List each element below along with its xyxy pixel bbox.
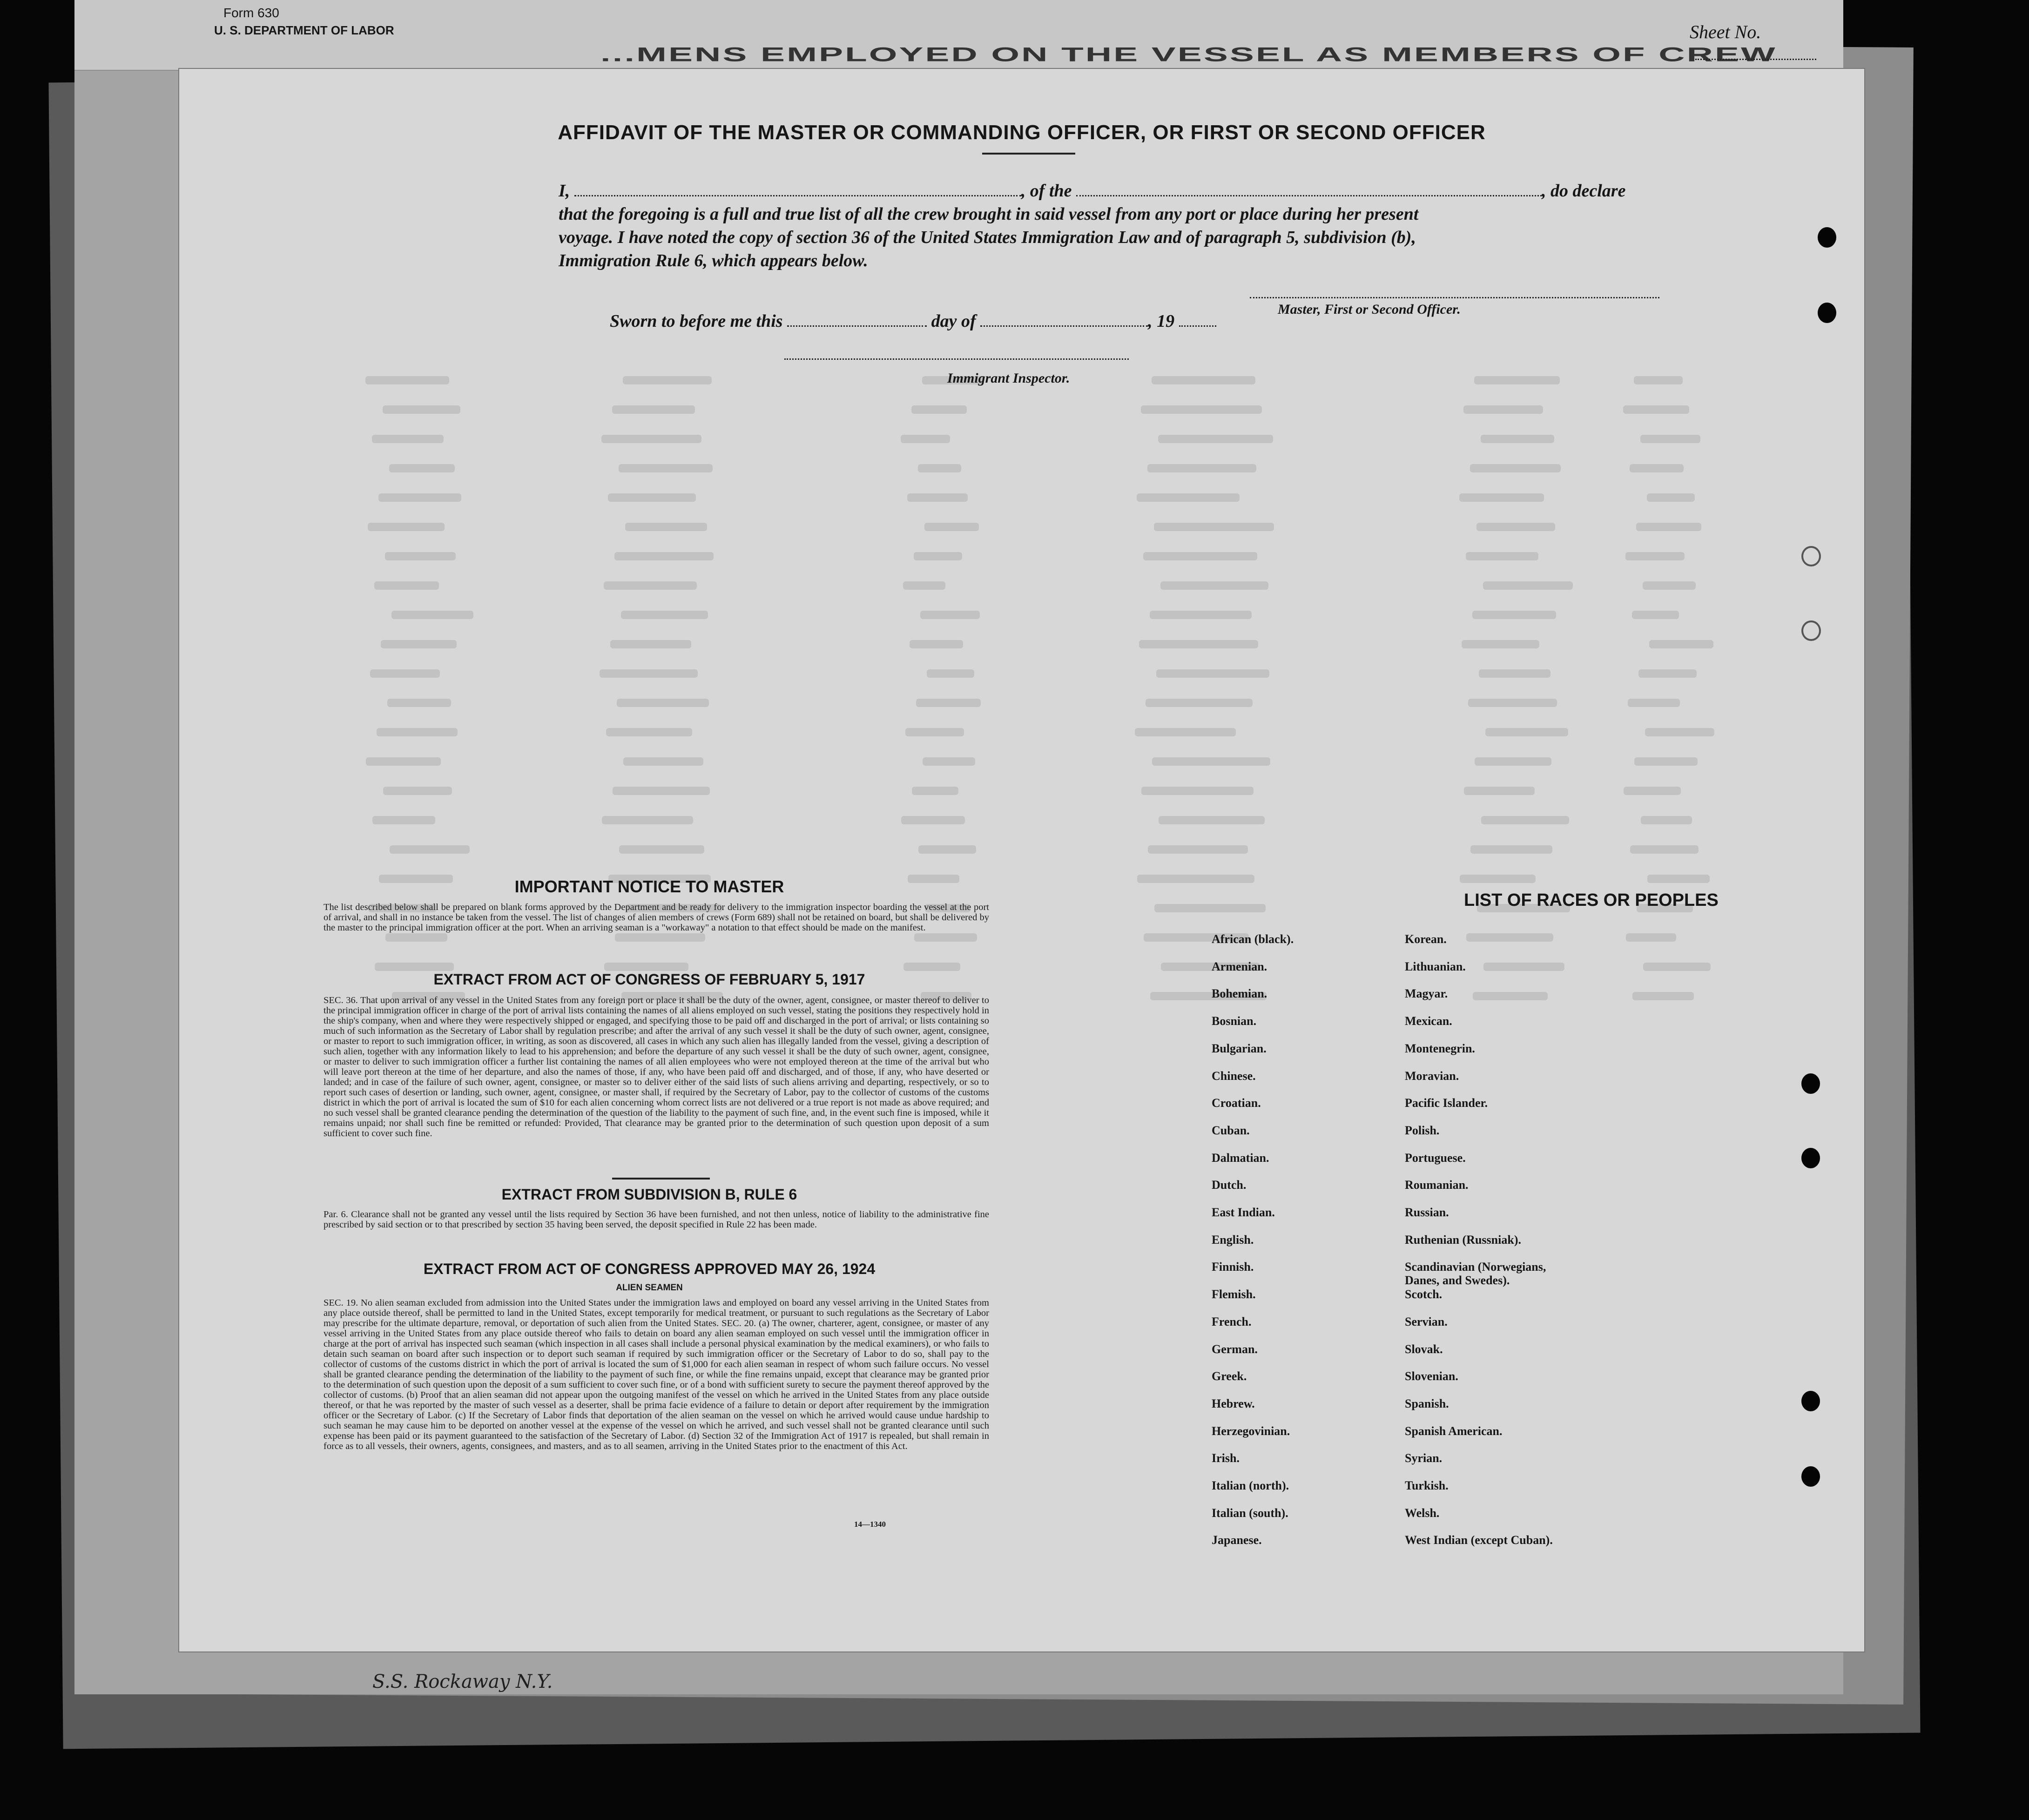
- bleed-through-mark: [1152, 757, 1270, 766]
- bleed-through-mark: [1160, 581, 1268, 590]
- i-label: I,: [559, 181, 570, 201]
- race-item: Mexican.: [1405, 1014, 1452, 1028]
- race-item: Chinese.: [1212, 1069, 1256, 1083]
- bleed-through-mark: [1630, 845, 1699, 854]
- bleed-through-mark: [1158, 435, 1273, 443]
- punch-hole: [1801, 1391, 1820, 1411]
- bleed-through-mark: [1470, 464, 1561, 472]
- bleed-through-mark: [1472, 611, 1556, 619]
- bleed-through-mark: [1632, 611, 1679, 619]
- race-item: Finnish.: [1212, 1260, 1254, 1274]
- bleed-through-mark: [910, 640, 963, 648]
- bleed-through-mark: [1645, 728, 1714, 736]
- race-item: Slovenian.: [1405, 1369, 1458, 1383]
- year-label: , 19: [1148, 311, 1175, 331]
- bleed-through-mark: [918, 464, 961, 472]
- bleed-through-mark: [1137, 493, 1240, 502]
- bleed-through-mark: [1146, 699, 1253, 707]
- underlying-form-header: [74, 0, 1843, 71]
- race-item: Bulgarian.: [1212, 1041, 1267, 1055]
- bleed-through-mark: [903, 581, 945, 590]
- race-item: Herzegovinian.: [1212, 1424, 1290, 1438]
- race-item: Hebrew.: [1212, 1396, 1255, 1410]
- race-item: Italian (south).: [1212, 1506, 1288, 1520]
- bleed-through-mark: [604, 581, 697, 590]
- bleed-through-mark: [606, 728, 692, 736]
- race-item: Roumanian.: [1405, 1178, 1469, 1192]
- race-item: Russian.: [1405, 1206, 1449, 1219]
- bleed-through-mark: [623, 376, 712, 384]
- bleed-through-mark: [366, 757, 441, 766]
- race-item: Polish.: [1405, 1123, 1440, 1137]
- bleed-through-mark: [901, 435, 950, 443]
- bleed-through-mark: [1141, 405, 1262, 414]
- race-item: Korean.: [1405, 932, 1447, 946]
- handwritten-vessel-note: S.S. Rockaway N.Y.: [372, 1671, 553, 1692]
- bleed-through-mark: [1464, 787, 1535, 795]
- notice-title: IMPORTANT NOTICE TO MASTER: [514, 877, 784, 896]
- race-item: Spanish American.: [1405, 1424, 1503, 1438]
- bleed-through-mark: [914, 552, 962, 560]
- section-divider: [612, 1178, 710, 1180]
- bleed-through-mark: [377, 728, 458, 736]
- bleed-through-mark: [1152, 376, 1255, 384]
- sworn-year-blank: [1179, 325, 1216, 327]
- bleed-through-mark: [1459, 493, 1544, 502]
- signature-line: [1250, 297, 1659, 298]
- punch-hole: [1801, 1148, 1820, 1168]
- bleed-through-mark: [374, 581, 439, 590]
- bleed-through-mark: [1630, 464, 1684, 472]
- bleed-through-mark: [905, 728, 964, 736]
- bleed-through-mark: [901, 816, 965, 824]
- bleed-through-mark: [1463, 405, 1543, 414]
- race-item: Greek.: [1212, 1369, 1247, 1383]
- bleed-through-mark: [1634, 757, 1698, 766]
- sheet-number-label: Sheet No.: [1690, 21, 1761, 42]
- race-item: Bosnian.: [1212, 1014, 1257, 1028]
- bleed-through-mark: [1483, 581, 1573, 590]
- bleed-through-mark: [387, 699, 451, 707]
- sheet-number-blank: [1695, 59, 1816, 60]
- race-item: German.: [1212, 1342, 1258, 1356]
- affidavit-line-3: voyage. I have noted the copy of section 36 of the United States Immigration Law and of paragraph 5, subdivision (b),: [559, 228, 1416, 247]
- sworn-label: Sworn to before me this: [610, 311, 783, 331]
- bleed-through-mark: [1634, 376, 1683, 384]
- sworn-month-blank: [980, 325, 1148, 327]
- form-code: 14—1340: [854, 1520, 886, 1529]
- bleed-through-mark: [1632, 992, 1694, 1000]
- race-item: Spanish.: [1405, 1396, 1449, 1410]
- form-number: Form 630: [223, 6, 279, 20]
- race-item: Ruthenian (Russniak).: [1405, 1233, 1521, 1247]
- punch-hole: [1801, 1073, 1820, 1094]
- race-item: Armenian.: [1212, 959, 1267, 973]
- bleed-through-mark: [1476, 523, 1555, 531]
- bleed-through-mark: [378, 493, 461, 502]
- bleed-through-mark: [390, 845, 470, 854]
- race-item: African (black).: [1212, 932, 1294, 946]
- do-declare-label: , do declare: [1542, 181, 1626, 201]
- bleed-through-mark: [610, 640, 691, 648]
- affidavit-page: [179, 69, 1864, 1651]
- extract-1917-title: EXTRACT FROM ACT OF CONGRESS OF FEBRUARY 5, 1917: [433, 971, 865, 988]
- bleed-through-mark: [911, 405, 967, 414]
- bleed-through-mark: [381, 640, 457, 648]
- race-item: Dutch.: [1212, 1178, 1247, 1192]
- bleed-through-mark: [608, 493, 696, 502]
- affidavit-line-2: that the foregoing is a full and true list of all the crew brought in said vessel from any port or place during her present: [559, 204, 1419, 224]
- bleed-through-mark: [1474, 376, 1560, 384]
- of-the-label: , of the: [1021, 181, 1072, 201]
- bleed-through-mark: [625, 523, 707, 531]
- bleed-through-mark: [1638, 669, 1697, 678]
- bleed-through-mark: [614, 552, 714, 560]
- bleed-through-mark: [1475, 757, 1551, 766]
- punch-hole: [1801, 620, 1821, 641]
- bleed-through-mark: [617, 699, 709, 707]
- bleed-through-mark: [907, 493, 968, 502]
- extract-rule6-title: EXTRACT FROM SUBDIVISION B, RULE 6: [501, 1186, 797, 1203]
- bleed-through-mark: [619, 845, 704, 854]
- race-item: Scandinavian (Norwegians, Danes, and Swedes).: [1405, 1260, 1546, 1287]
- race-item: Bohemian.: [1212, 987, 1267, 1001]
- bleed-through-mark: [368, 523, 445, 531]
- bleed-through-mark: [1643, 581, 1696, 590]
- bleed-through-mark: [1485, 728, 1568, 736]
- bleed-through-mark: [389, 464, 455, 472]
- race-item: Syrian.: [1405, 1451, 1443, 1465]
- bleed-through-mark: [1466, 933, 1553, 942]
- master-name-blank: [574, 195, 1021, 196]
- extract-1917-body: SEC. 36. That upon arrival of any vessel in the United States from any foreign port or place it shall be the duty of the owner, agent, consignee, or master thereof to deliver to the principal immigration officer in charge of the port of arrival lists containing the names of all aliens employed on such vessel, stating the positions they respectively hold in the ship's company, when and where they were respectively shipped or engaged, and specifying those to be paid off and discharged in the port of arrival; or lists containing so much of such information as the Secretary of Labor shall by regulation prescribe; and after the arrival of any such vessel it shall be the duty of such owner, agent, consignee, or master to report to such immigration officer, in writing, as soon as discovered, all cases in which any such alien has illegally landed from the vessel, giving a description of such alien, together with any information likely to lead to his apprehension; and before the departure of any such vessel it shall be the duty of such owner, agent, consignee, or master to deliver to such immigration officer a further list containing the names of all alien employees who were not employed thereon at the time of the arrival but who will leave port thereon at the time of her departure, and also the names of those, if any, who have been paid off and discharged, and of those, if any, who have deserted or landed; and in case of the failure of such owner, agent, consignee, or master so to deliver either of the said lists of such aliens arriving and departing, respectively, or so to report such cases of desertion or landing, such owner, agent, consignee, or master shall, if required by the Secretary of Labor, pay to the collector of customs of the customs district in which the port of arrival is located the sum of $10 for each alien concerning whom correct lists are not delivered or a true report is not made as above required; and no such vessel shall be granted clearance pending the determination of the question of the liability to the payment of such fine, and, in the event such fine is imposed, while it remains unpaid; nor shall such fine be remitted or refunded: Provided, That clearance may be granted prior to the determination of such question upon deposit of a sum sufficient to cover such fine.: [324, 995, 989, 1139]
- extract-1924-subtitle: ALIEN SEAMEN: [616, 1283, 683, 1293]
- bleed-through-mark: [623, 757, 703, 766]
- bleed-through-mark: [385, 552, 456, 560]
- race-item: Japanese.: [1212, 1533, 1262, 1547]
- bleed-through-mark: [912, 787, 958, 795]
- bleed-through-mark: [372, 816, 435, 824]
- sheet-number-field: [1690, 21, 1843, 65]
- bleed-through-mark: [927, 669, 974, 678]
- race-item: Lithuanian.: [1405, 959, 1466, 973]
- bleed-through-mark: [1139, 640, 1258, 648]
- bleed-through-mark: [920, 611, 980, 619]
- bleed-through-mark: [1626, 933, 1676, 942]
- bleed-through-mark: [1156, 669, 1269, 678]
- race-item: Montenegrin.: [1405, 1041, 1475, 1055]
- bleed-through-mark: [1483, 963, 1564, 971]
- race-item: Portuguese.: [1405, 1151, 1466, 1165]
- bleed-through-mark: [1150, 611, 1252, 619]
- race-item: Welsh.: [1405, 1506, 1440, 1520]
- bleed-through-mark: [383, 787, 452, 795]
- punch-hole: [1801, 1466, 1820, 1487]
- bleed-through-mark: [1643, 963, 1711, 971]
- bleed-through-mark: [1466, 552, 1538, 560]
- races-title: LIST OF RACES OR PEOPLES: [1464, 890, 1719, 910]
- bleed-through-mark: [375, 963, 454, 971]
- bleed-through-mark: [613, 787, 710, 795]
- bleed-through-mark: [1154, 523, 1274, 531]
- bleed-through-mark: [1640, 435, 1700, 443]
- bleed-through-mark: [1481, 435, 1554, 443]
- race-item: Croatian.: [1212, 1096, 1261, 1110]
- race-item: French.: [1212, 1314, 1252, 1328]
- extract-1924-body: SEC. 19. No alien seaman excluded from admission into the United States under the immigration laws and employed on board any vessel arriving in the United States from any place outside thereof, shall be permitted to land in the United States, except temporarily for medical treatment, or pursuant to such regulations as the Secretary of Labor may prescribe for the ultimate departure, removal, or deportation of such alien from the United States. SEC. 20. (a) The owner, charterer, agent, consignee, or master of any vessel arriving in the United States from any place outside thereof who fails to detain on board any alien seaman employed on such vessel until the immigration officer in charge at the port of arrival has inspected such seaman (which inspection in all cases shall include a personal physical examination by the medical examiners), or who fails to detain such seaman on board after such inspection or to deport such seaman if required by such immigration officer or the Secretary of Labor to do so, shall pay to the collector of customs of the customs district in which the port of arrival is located the sum of $1,000 for each alien seaman in respect of whom such failure occurs. No vessel shall be granted clearance pending the determination of the liability to the payment of such fine, or while the fine remains unpaid, except that clearance may be granted prior to the determination of such question upon the deposit of a sum sufficient to cover such fine, or of a bond with sufficient surety to secure the payment thereof approved by the collector of customs. (b) Proof that an alien seaman did not appear upon the outgoing manifest of the vessel on which he arrived in the United States from any place outside thereof, or that he was reported by the master of such vessel as a deserter, shall be prima facie evidence of a failure to detain or deport after requirement by the immigration officer or the Secretary of Labor. (c) If the Secretary of Labor finds that deportation of the alien seaman on the vessel on which he arrived would cause undue hardship to such seaman he may cause him to be deported on another vessel at the expense of the vessel on which he arrived, and such vessel shall not be granted clearance until such expense has been paid or its payment guaranteed to the satisfaction of the Secretary of Labor. (d) Section 32 of the Immigration Act of 1917 is repealed, but shall remain in force as to all vessels, their owners, agents, consignees, and masters, and as to all seamen, arriving in the United States prior to the enactment of this Act.: [324, 1298, 989, 1451]
- vessel-name-blank: [1076, 195, 1542, 196]
- bleed-through-mark: [918, 845, 976, 854]
- inspector-signature-line: [784, 358, 1129, 360]
- bleed-through-mark: [365, 376, 449, 384]
- bleed-through-mark: [1143, 552, 1257, 560]
- bleed-through-mark: [1647, 875, 1710, 883]
- bleed-through-mark: [1154, 904, 1266, 912]
- bleed-through-mark: [615, 933, 705, 942]
- bleed-through-mark: [619, 464, 713, 472]
- bleed-through-mark: [602, 816, 693, 824]
- extract-rule6-body: Par. 6. Clearance shall not be granted any vessel until the lists required by Section 36 have been furnished, and not then unless, notice of liability to the administrative fine prescribed by said section or to that prescribed by section 35 having been served, the deposit specified in Rule 22 has been made.: [324, 1209, 989, 1230]
- bleed-through-mark: [601, 435, 701, 443]
- affidavit-line-4: Immigration Rule 6, which appears below.: [559, 251, 868, 270]
- signatory-label: Master, First or Second Officer.: [1278, 302, 1461, 317]
- bleed-through-mark: [1649, 640, 1713, 648]
- race-item: Italian (north).: [1212, 1479, 1289, 1492]
- bleed-through-mark: [1479, 669, 1550, 678]
- punch-hole: [1801, 546, 1821, 566]
- race-item: English.: [1212, 1233, 1254, 1247]
- race-item: Turkish.: [1405, 1479, 1449, 1492]
- bleed-through-mark: [391, 611, 473, 619]
- bleed-through-mark: [1468, 699, 1557, 707]
- race-item: Slovak.: [1405, 1342, 1443, 1356]
- punch-hole: [1818, 303, 1836, 323]
- bleed-through-mark: [1647, 493, 1695, 502]
- race-item: Scotch.: [1405, 1287, 1443, 1301]
- race-item: Servian.: [1405, 1314, 1448, 1328]
- notice-body: The list described below shall be prepared on blank forms approved by the Department and be ready for delivery to the immigration inspector boarding the vessel at the port of arrival, and shall in no instance be taken from the vessel. The list of changes of alien members of crews (Form 689) shall not be retained on board, but shall be delivered by the master to the principal immigration officer at the port. When an arriving seaman is a "workaway" a notation to that effect should be made on the manifest.: [324, 902, 989, 933]
- bleed-through-mark: [1636, 523, 1701, 531]
- bleed-through-mark: [1148, 845, 1248, 854]
- bleed-through-mark: [1159, 816, 1265, 824]
- bleed-through-mark: [1460, 875, 1536, 883]
- race-item: Moravian.: [1405, 1069, 1459, 1083]
- underlying-form-title: ...MENS EMPLOYED ON THE VESSEL AS MEMBERS OF CREW: [600, 43, 1777, 66]
- bleed-through-mark: [903, 963, 960, 971]
- bleed-through-mark: [916, 699, 981, 707]
- bleed-through-mark: [923, 757, 975, 766]
- affidavit-line-1: [559, 181, 1625, 201]
- bleed-through-mark: [1623, 405, 1689, 414]
- race-item: East Indian.: [1212, 1206, 1275, 1219]
- bleed-through-mark: [1462, 640, 1539, 648]
- race-item: Flemish.: [1212, 1287, 1256, 1301]
- bleed-through-mark: [914, 933, 977, 942]
- race-item: Pacific Islander.: [1405, 1096, 1488, 1110]
- bleed-through-mark: [604, 963, 688, 971]
- affidavit-title: AFFIDAVIT OF THE MASTER OR COMMANDING OFFICER, OR FIRST OR SECOND OFFICER: [558, 121, 1486, 144]
- department-label: U. S. DEPARTMENT OF LABOR: [214, 23, 394, 37]
- bleed-through-mark: [621, 611, 708, 619]
- race-item: Irish.: [1212, 1451, 1240, 1465]
- bleed-through-mark: [372, 435, 444, 443]
- race-item: Magyar.: [1405, 987, 1448, 1001]
- bleed-through-mark: [1641, 816, 1692, 824]
- sworn-day-blank: [787, 325, 927, 327]
- bleed-through-mark: [612, 405, 695, 414]
- bleed-through-mark: [1481, 816, 1569, 824]
- bleed-through-mark: [1137, 875, 1254, 883]
- bleed-through-mark: [1628, 699, 1680, 707]
- bleed-through-mark: [370, 669, 440, 678]
- extract-1924-title: EXTRACT FROM ACT OF CONGRESS APPROVED MAY 26, 1924: [423, 1261, 876, 1277]
- race-item: West Indian (except Cuban).: [1405, 1533, 1553, 1547]
- inspector-label: Immigrant Inspector.: [947, 371, 1070, 386]
- bleed-through-mark: [1624, 787, 1681, 795]
- race-item: Dalmatian.: [1212, 1151, 1269, 1165]
- title-underline: [982, 153, 1075, 155]
- bleed-through-mark: [1473, 992, 1548, 1000]
- bleed-through-mark: [1135, 728, 1236, 736]
- bleed-through-mark: [1147, 464, 1256, 472]
- bleed-through-mark: [1625, 552, 1685, 560]
- bleed-through-mark: [385, 933, 447, 942]
- bleed-through-mark: [1141, 787, 1254, 795]
- day-of-label: day of: [931, 311, 976, 331]
- bleed-through-mark: [924, 523, 979, 531]
- bleed-through-mark: [383, 405, 460, 414]
- bleed-through-mark: [600, 669, 698, 678]
- punch-hole: [1818, 227, 1836, 248]
- race-item: Cuban.: [1212, 1123, 1250, 1137]
- sworn-line: [610, 311, 1216, 331]
- bleed-through-mark: [1470, 845, 1552, 854]
